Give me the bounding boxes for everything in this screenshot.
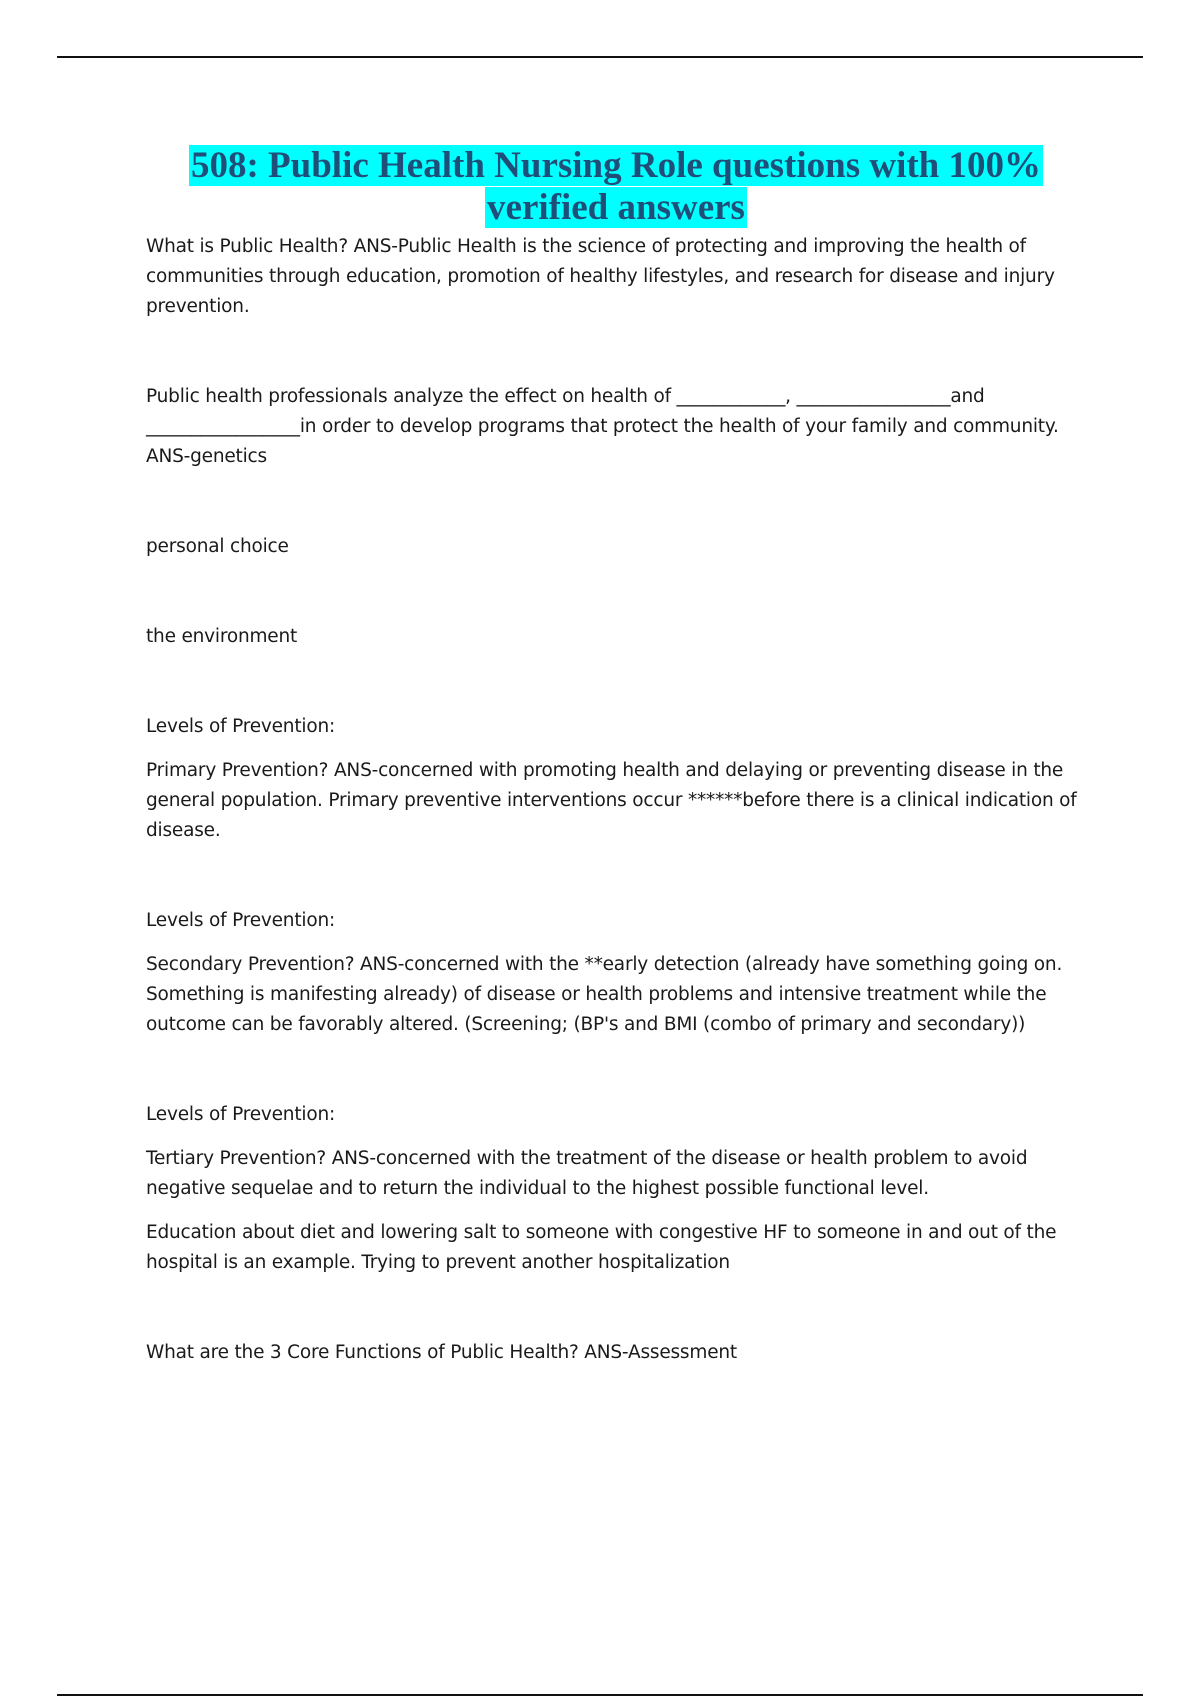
- paragraph-tertiary-prevention: Tertiary Prevention? ANS-concerned with the treatment of the disease or health problem to avoid negative sequelae and to return the individual to the highest possible functional level.: [146, 1148, 1034, 1199]
- paragraph-analyze-effect-question: Public health professionals analyze the effect on health of ____________, _________________and _________________in order to develop programs that protect the health of your family and community. ANS-genetics: [146, 386, 1065, 467]
- paragraph-levels-heading-3: Levels of Prevention:: [146, 1104, 336, 1125]
- header-rule: [57, 56, 1143, 58]
- paragraph-primary-prevention: Primary Prevention? ANS-concerned with promoting health and delaying or preventing disease in the general population. Primary preventive interventions occur ******before there is a clinical indication of disease.: [146, 760, 1083, 841]
- title-line-1: 508: Public Health Nursing Role questions with 100%: [190, 145, 1042, 186]
- paragraph-the-environment: the environment: [146, 626, 298, 647]
- paragraph-levels-heading-2: Levels of Prevention:: [146, 910, 336, 931]
- paragraph-personal-choice: personal choice: [146, 536, 289, 557]
- paragraph-core-functions: What are the 3 Core Functions of Public Health? ANS-Assessment: [146, 1342, 737, 1363]
- paragraph-levels-heading-1: Levels of Prevention:: [146, 716, 336, 737]
- footer-rule: [57, 1694, 1143, 1696]
- paragraph-what-is-public-health: What is Public Health? ANS-Public Health is the science of protecting and improving the health of communities through education, promotion of healthy lifestyles, and research for disease and injury prevention.: [146, 236, 1061, 317]
- title-line-2: verified answers: [487, 187, 745, 228]
- paragraph-secondary-prevention: Secondary Prevention? ANS-concerned with the **early detection (already have something going on. Something is manifesting already) of disease or health problems and intensive treatment while the outcome can be favorably altered. (Screening; (BP's and BMI (combo of primary and secondary)): [146, 954, 1068, 1035]
- paragraph-education-example: Education about diet and lowering salt to someone with congestive HF to someone in and out of the hospital is an example. Trying to prevent another hospitalization: [146, 1222, 1062, 1273]
- document-title: [146, 145, 1086, 229]
- document-body: [146, 232, 1086, 1368]
